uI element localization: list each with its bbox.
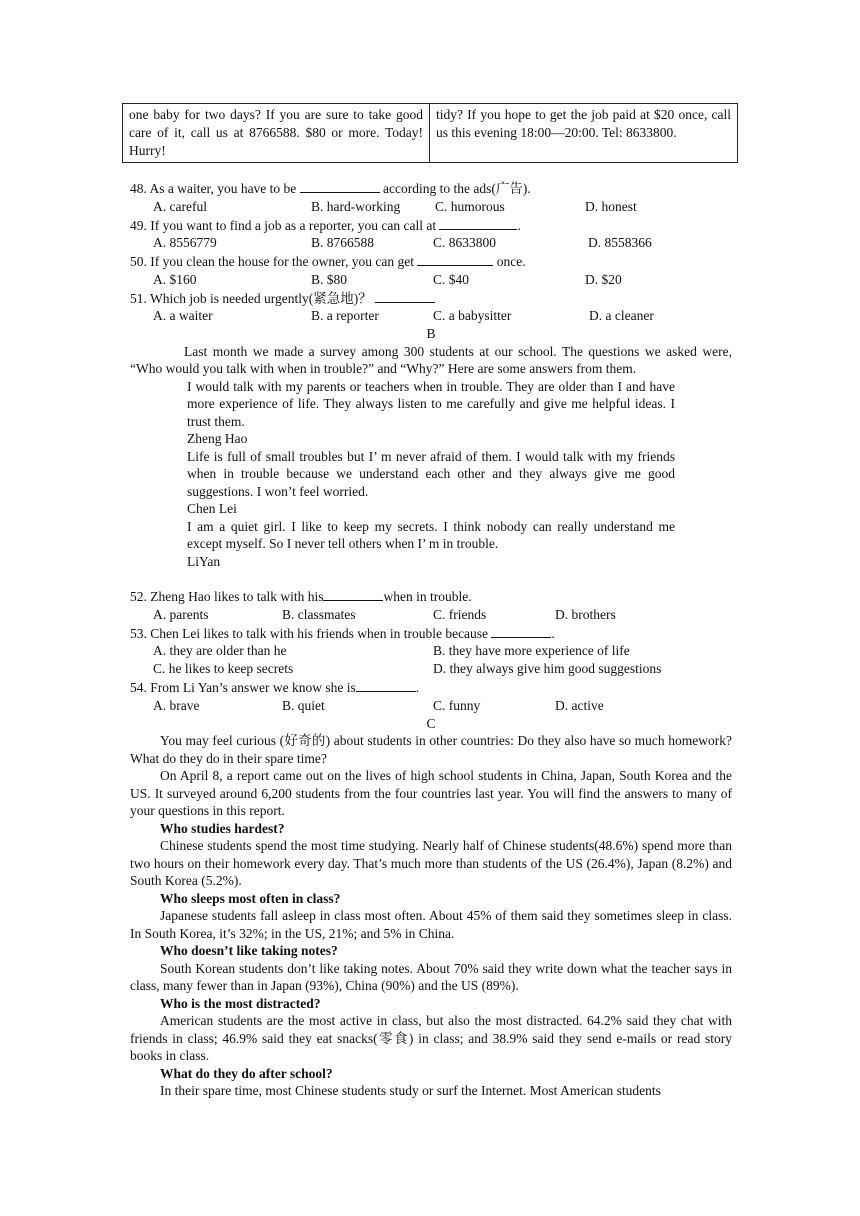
option: D. a cleaner bbox=[589, 308, 654, 323]
answer-blank bbox=[300, 179, 380, 193]
options-50 bbox=[130, 271, 732, 289]
options-51 bbox=[130, 307, 732, 325]
question-54: 54. From Li Yan’s answer we know she is . bbox=[130, 680, 420, 695]
section-c-p4: Japanese students fall asleep in class most often. About 45% of them said they sometimes sleep in class. In South Korea, it’s 32%; in the US, 21%; and 5% in China. bbox=[130, 908, 732, 941]
options-52 bbox=[130, 606, 732, 624]
option: C. friends bbox=[433, 606, 487, 622]
option: D. active bbox=[555, 697, 604, 713]
section-c-p1: You may feel curious (好奇的) about students in other countries: Do they also have so much homework? What do they do in their spare time? bbox=[130, 733, 732, 766]
answer-blank bbox=[356, 678, 416, 692]
answer-zheng-hao bbox=[187, 378, 675, 448]
question-49: 49. If you want to find a job as a reporter, you can call at . bbox=[130, 217, 521, 233]
options-53-row2 bbox=[130, 660, 732, 678]
answer-name: Chen Lei bbox=[187, 501, 237, 516]
option: B. they have more experience of life bbox=[433, 643, 630, 658]
section-c-p7: In their spare time, most Chinese students study or surf the Internet. Most American students bbox=[160, 1083, 661, 1098]
option: A. they are older than he bbox=[153, 643, 287, 658]
section-a-questions bbox=[130, 179, 732, 1100]
option: C. a babysitter bbox=[433, 308, 512, 323]
ad-babysitter: one baby for two days? If you are sure to take good care of it, call us at 8766588. $80 or more. Today! Hurry! bbox=[123, 104, 430, 163]
section-c-p6: American students are the most active in class, but also the most distracted. 64.2% said they chat with friends in class; 46.9% said they eat snacks(零食) in class; and 38.9% said they send e-mails or read story books in class. bbox=[130, 1013, 732, 1063]
answer-text: Life is full of small troubles but I’ m never afraid of them. I would talk with my friends when in trouble because we understand each other and they always give me good suggestions. I won’t feel worried. bbox=[187, 448, 675, 499]
section-c-heading: Who sleeps most often in class? bbox=[160, 890, 341, 906]
section-c-p3: Chinese students spend the most time studying. Nearly half of Chinese students(48.6%) spend more than two hours on their homework every day. That’s much more than students of the US (26.4%), Japan (8.2%) and South Korea (5.2%). bbox=[130, 838, 732, 888]
option: D. $20 bbox=[585, 271, 622, 287]
ads-table bbox=[122, 103, 738, 163]
answer-text: I would talk with my parents or teachers when in trouble. They are older than I and have more experience of life. They always listen to me carefully and give me helpful ideas. I trust them. bbox=[187, 378, 675, 429]
option: C. $40 bbox=[433, 271, 470, 287]
option: A. a waiter bbox=[153, 308, 213, 323]
section-c-p2: On April 8, a report came out on the lives of high school students in China, Japan, South Korea and the US. It surveyed around 6,200 students from the four countries last year. You will find the answers to many of your questions in this report. bbox=[130, 768, 732, 818]
question-53: 53. Chen Lei likes to talk with his friends when in trouble because . bbox=[130, 625, 555, 641]
option: D. 8558366 bbox=[588, 235, 652, 250]
option: B. hard-working bbox=[311, 198, 401, 214]
options-53-row1 bbox=[130, 642, 732, 660]
answer-chen-lei bbox=[187, 448, 675, 518]
answer-li-yan bbox=[187, 518, 675, 571]
section-c-heading: What do they do after school? bbox=[160, 1065, 333, 1081]
options-48 bbox=[130, 198, 732, 216]
answer-blank bbox=[417, 252, 493, 266]
option: C. humorous bbox=[435, 198, 505, 214]
answer-blank bbox=[323, 587, 383, 601]
option: D. honest bbox=[585, 198, 637, 214]
options-54 bbox=[130, 697, 732, 715]
answer-blank bbox=[491, 624, 551, 638]
question-48: 48. As a waiter, you have to be according to the ads(广告). bbox=[130, 181, 531, 196]
answer-text: I am a quiet girl. I like to keep my secrets. I think nobody can really understand me except myself. So I never tell others when I’ m in trouble. bbox=[187, 518, 675, 551]
question-51: 51. Which job is needed urgently(紧急地)？ bbox=[130, 289, 732, 308]
option: B. quiet bbox=[282, 697, 325, 713]
option: A. $160 bbox=[153, 271, 197, 287]
answer-name: Zheng Hao bbox=[187, 431, 248, 446]
option: B. 8766588 bbox=[311, 235, 375, 250]
option: A. 8556779 bbox=[153, 235, 217, 250]
option: C. funny bbox=[433, 697, 481, 713]
option: A. careful bbox=[153, 198, 207, 214]
section-c-p5: South Korean students don’t like taking notes. About 70% said they write down what the teacher says in class, many fewer than in Japan (93%), China (90%) and the US (89%). bbox=[130, 960, 732, 993]
option: B. classmates bbox=[282, 606, 356, 622]
answer-blank bbox=[439, 216, 517, 230]
option: C. 8633800 bbox=[433, 235, 497, 250]
section-b-intro: Last month we made a survey among 300 students at our school. The questions we asked were, “Who would you talk with when in trouble?” and “Why?” Here are some answers from them. bbox=[130, 343, 732, 376]
answer-name: LiYan bbox=[187, 553, 221, 569]
answer-blank bbox=[375, 289, 435, 303]
option: D. they always give him good suggestions bbox=[433, 661, 662, 676]
ad-cleaner: tidy? If you hope to get the job paid at $20 once, call us this evening 18:00—20:00. Tel: 8633800. bbox=[430, 104, 738, 163]
section-c-label: C bbox=[426, 715, 436, 731]
option: A. brave bbox=[153, 697, 200, 713]
option: B. a reporter bbox=[311, 308, 379, 323]
options-49 bbox=[130, 234, 732, 252]
question-52: 52. Zheng Hao likes to talk with his when in trouble. bbox=[130, 589, 472, 604]
option: A. parents bbox=[153, 606, 209, 622]
question-50: 50. If you clean the house for the owner, you can get once. bbox=[130, 254, 526, 269]
section-b-label: B bbox=[426, 326, 436, 341]
option: C. he likes to keep secrets bbox=[153, 661, 294, 676]
section-c-heading: Who is the most distracted? bbox=[160, 995, 321, 1011]
option: D. brothers bbox=[555, 606, 616, 622]
section-c-heading: Who doesn’t like taking notes? bbox=[160, 943, 338, 958]
option: B. $80 bbox=[311, 271, 348, 287]
section-c-heading: Who studies hardest? bbox=[160, 820, 285, 836]
